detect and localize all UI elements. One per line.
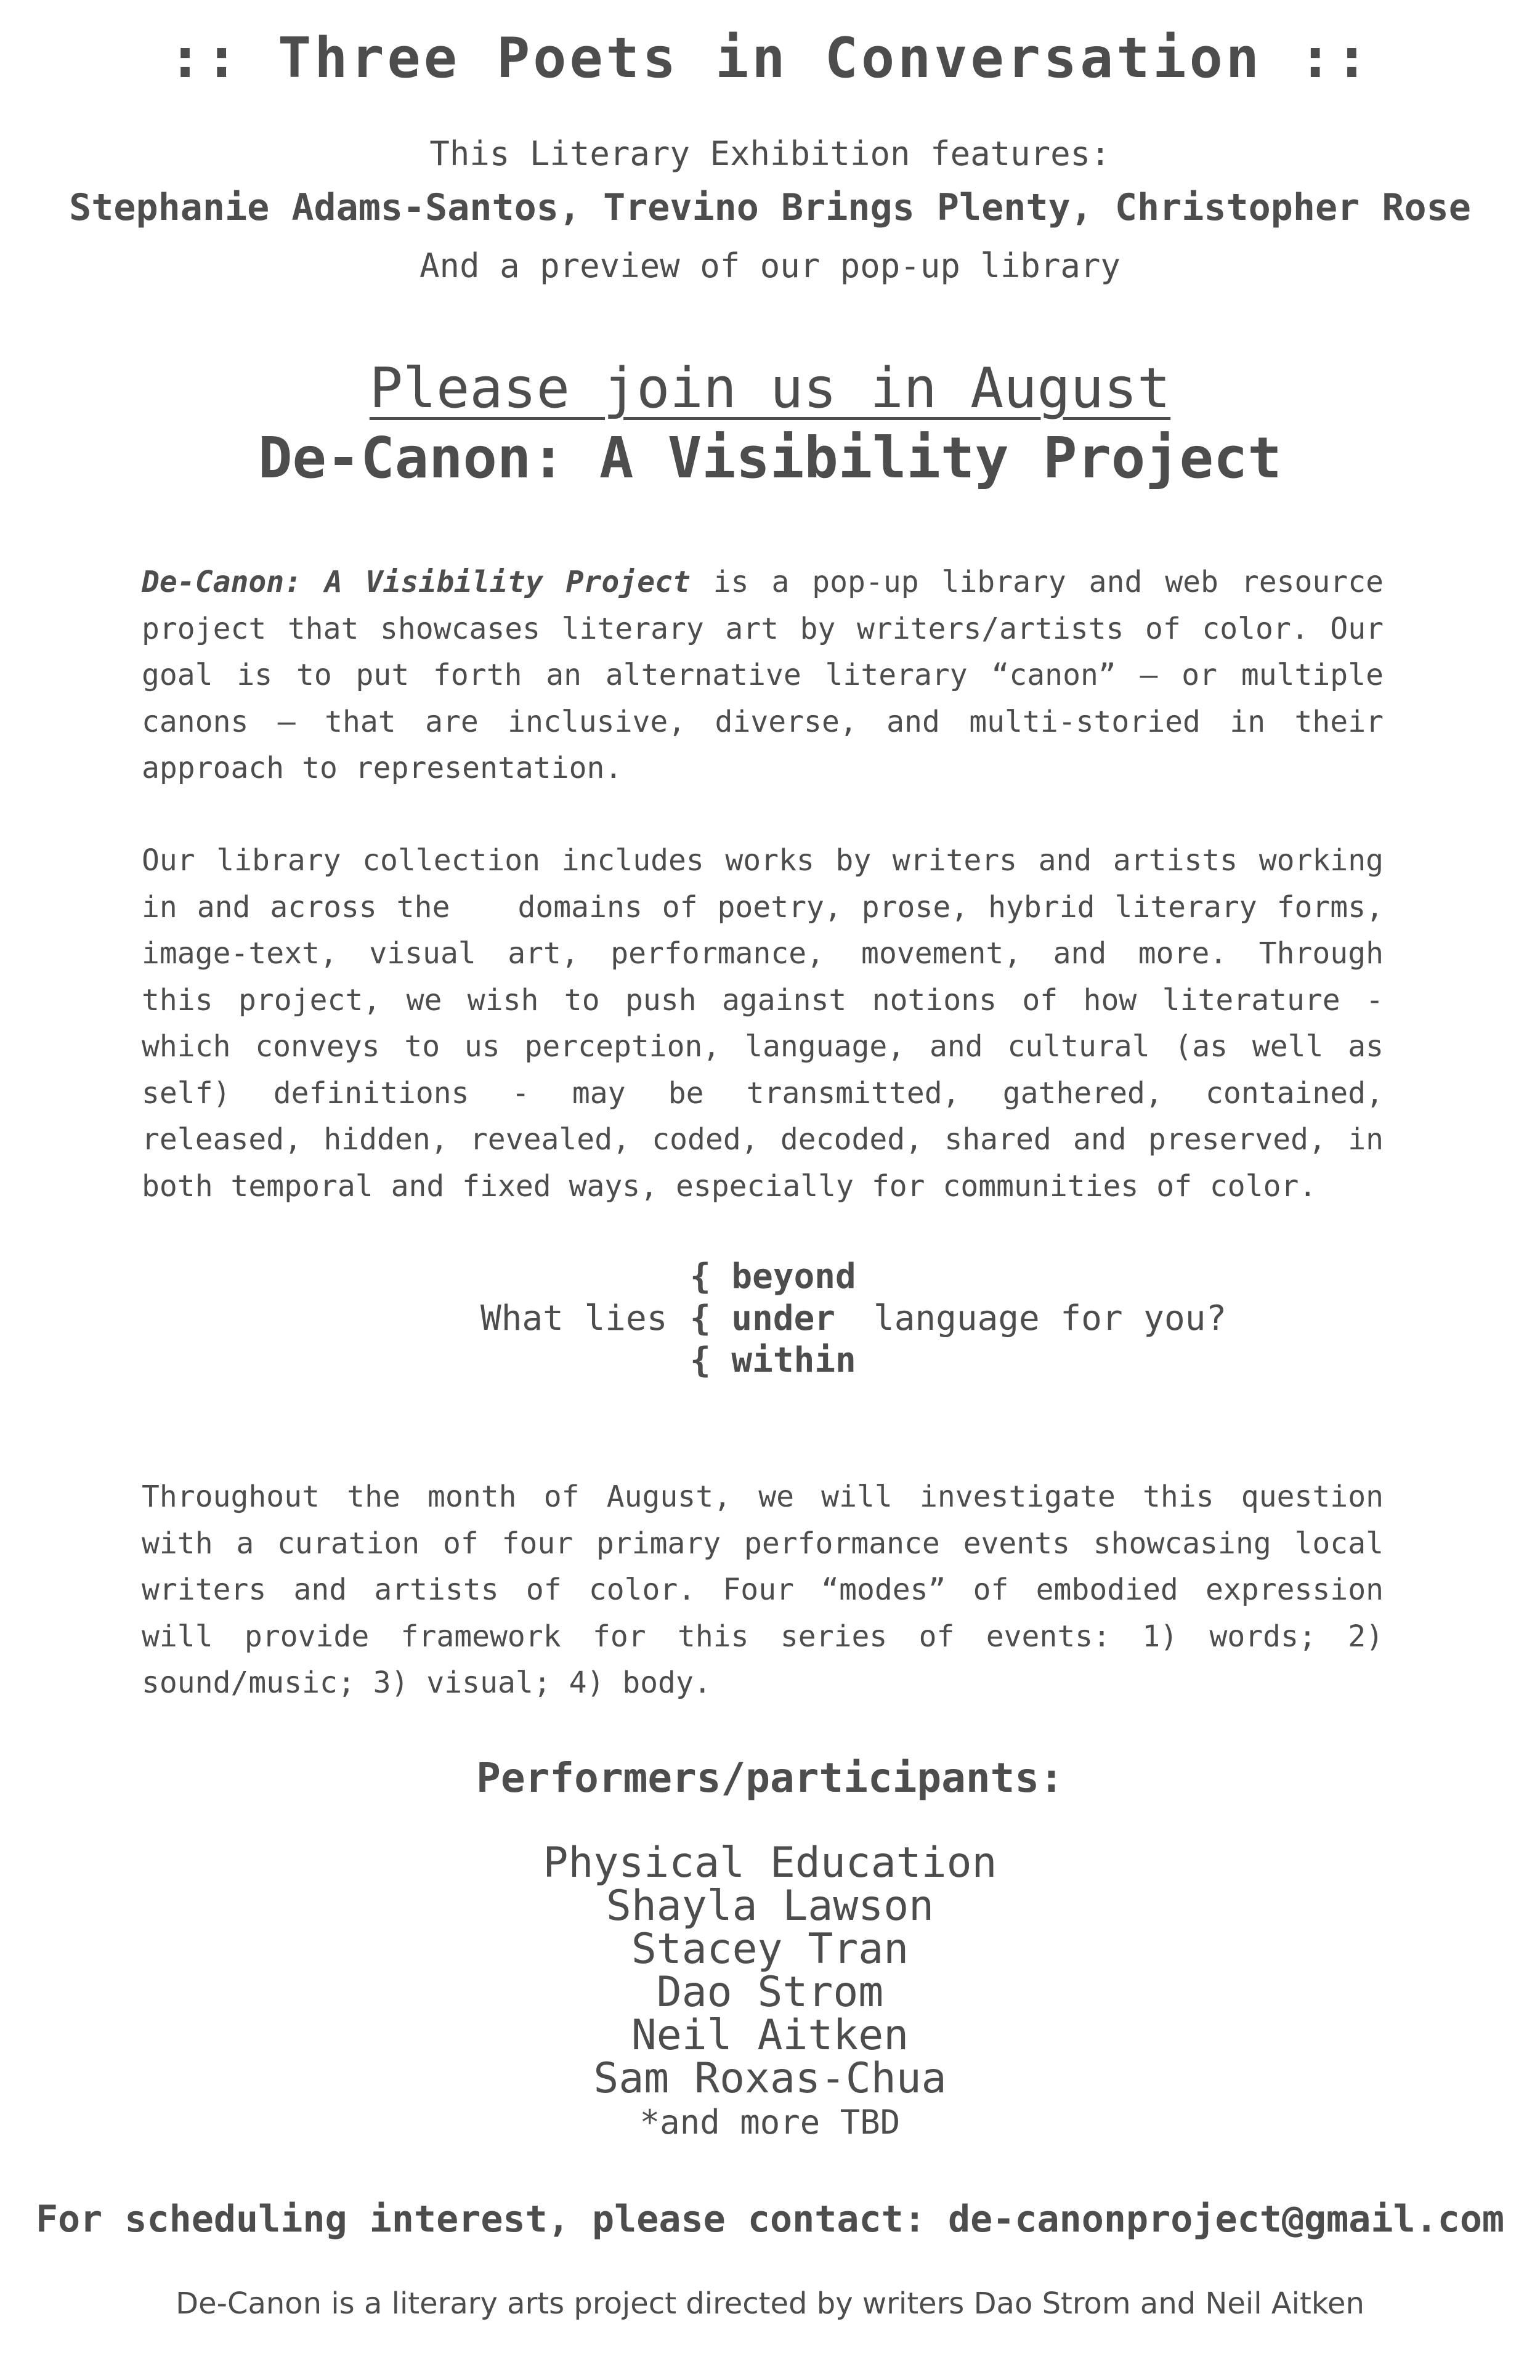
intro-paragraph [142,559,1384,792]
performer-name: Stacey Tran [631,1925,909,1973]
library-preview-line: And a preview of our pop-up library [419,246,1121,285]
project-name-emphasis: De-Canon: A Visibility Project [142,565,691,599]
library-text-c: movement, and more. Through this project, we wish to push against notions of how literature - which conveys to us perception, language, and cultural (as well as self) definitions - may be transmitted, gathered, contained, released, hidden, revealed, coded, decoded, shared and preserved, in both temporal and fixed ways, especially for communities of color. [142,936,1384,1204]
contact-line: For scheduling interest, please contact: de-canonproject@gmail.com [35,2198,1505,2241]
question-option-under: { under [690,1298,836,1338]
performers-list [0,1839,1540,2103]
question-suffix: language for you? [873,1298,1227,1338]
question-prefix: What lies [480,1298,668,1338]
question-option-within: { within [690,1340,856,1380]
library-text-b: domains of poetry, prose, hybrid literary forms, image-text, visual art, performance, [142,889,1384,971]
library-paragraph [142,838,1384,1210]
question-option-beyond: { beyond [690,1257,856,1297]
performer-name: Physical Education [543,1839,997,1887]
project-title: De-Canon: A Visibility Project [258,425,1282,491]
performer-name: Neil Aitken [631,2011,909,2060]
performer-name: Sam Roxas-Chua [593,2054,947,2103]
join-heading: Please join us in August [369,356,1171,421]
footer-credit: De-Canon is a literary arts project directed by writers Dao Strom and Neil Aitken [176,2286,1364,2321]
features-line: This Literary Exhibition features: [429,134,1111,173]
event-title: :: Three Poets in Conversation :: [168,26,1372,91]
performer-name: Shayla Lawson [606,1882,934,1930]
more-tbd-note: *and more TBD [639,2103,901,2142]
performers-heading: Performers/participants: [476,1754,1064,1802]
library-text-a: Our library collection includes works by writers and artists working in and across the [142,843,1384,925]
featured-poets: Stephanie Adams-Santos, Trevino Brings Plenty, Christopher Rose [69,186,1471,229]
intro-text: is a pop-up library and web resource project that showcases literary art by writers/artists of color. Our goal is to put forth an alternative literary “canon” — or multiple canons — that are inclusive, diverse, and multi-storied in their approach to representation. [142,565,1384,785]
events-paragraph: Throughout the month of August, we will investigate this question with a curation of four primary performance events showcasing local writers and artists of color. Four “modes” of embodied expression will provide framework for this series of events: 1) words; 2) sound/music; 3) visual; 4) body. [142,1479,1384,1700]
performer-name: Dao Strom [656,1968,884,2017]
